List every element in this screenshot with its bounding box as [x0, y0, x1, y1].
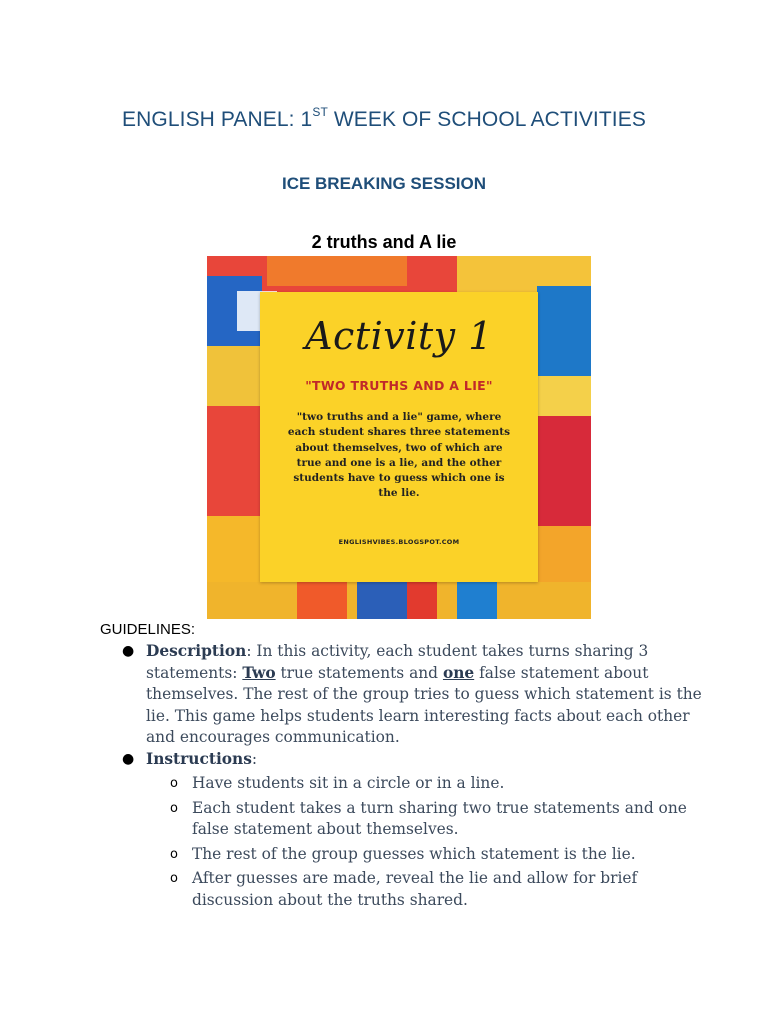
bullet-icon: ●	[122, 750, 135, 767]
instruction-step-text: Each student takes a turn sharing two true statements and one false statement about themselves.	[192, 798, 687, 838]
activity-script-title: Activity 1	[305, 314, 493, 358]
description-text-1: : In this activity, each student takes turns sharing 3 statements:	[146, 642, 649, 682]
description-term: Description	[146, 642, 247, 660]
instructions-item	[120, 749, 710, 912]
emphasis-two: Two	[242, 663, 276, 682]
description-item	[120, 641, 710, 749]
activity-title: 2 truths and A lie	[311, 232, 457, 252]
instruction-step	[146, 798, 710, 841]
instructions-steps	[146, 773, 710, 911]
activity-card-subtitle: "TWO TRUTHS AND A LIE"	[305, 378, 493, 393]
instruction-step-text: Have students sit in a circle or in a line.	[192, 774, 505, 792]
activity-card-url: ENGLISHVIBES.BLOGSPOT.COM	[338, 538, 460, 546]
description-text-2: true statements and	[275, 663, 443, 682]
instruction-step	[146, 844, 710, 866]
heading-superscript: ST	[312, 105, 328, 119]
heading-prefix: ENGLISH PANEL: 1	[122, 108, 313, 131]
description-text-3: false statement about themselves. The rest of the group tries to guess which statement is the lie. This game helps students learn interesting facts about each other and encourages communication.	[146, 663, 702, 746]
instruction-step	[146, 868, 710, 911]
bullet-icon: ●	[122, 643, 135, 659]
document-heading	[0, 105, 768, 132]
guidelines-label: GUIDELINES:	[100, 621, 196, 638]
emphasis-one: one	[442, 663, 475, 682]
circle-bullet-icon: o	[170, 776, 178, 791]
circle-bullet-icon: o	[170, 846, 178, 862]
instruction-step	[146, 773, 710, 795]
heading-suffix: WEEK OF SCHOOL ACTIVITIES	[327, 108, 646, 131]
activity-card	[260, 292, 538, 582]
activity-poster-image	[207, 256, 591, 619]
instructions-term: Instructions	[146, 749, 252, 768]
activity-card-description: "two truths and a lie" game, where each student shares three statements about themselves, two of which are true and one is a lie, and the other students have to guess which one is the lie.	[287, 411, 511, 500]
guidelines-list	[120, 641, 710, 911]
circle-bullet-icon: o	[170, 800, 178, 816]
instruction-step-text: After guesses are made, reveal the lie and allow for brief discussion about the truths shared.	[192, 869, 638, 909]
circle-bullet-icon: o	[170, 871, 178, 886]
session-subheading: ICE BREAKING SESSION	[281, 174, 487, 193]
instruction-step-text: The rest of the group guesses which statement is the lie.	[192, 844, 636, 863]
instructions-colon: :	[251, 749, 258, 768]
